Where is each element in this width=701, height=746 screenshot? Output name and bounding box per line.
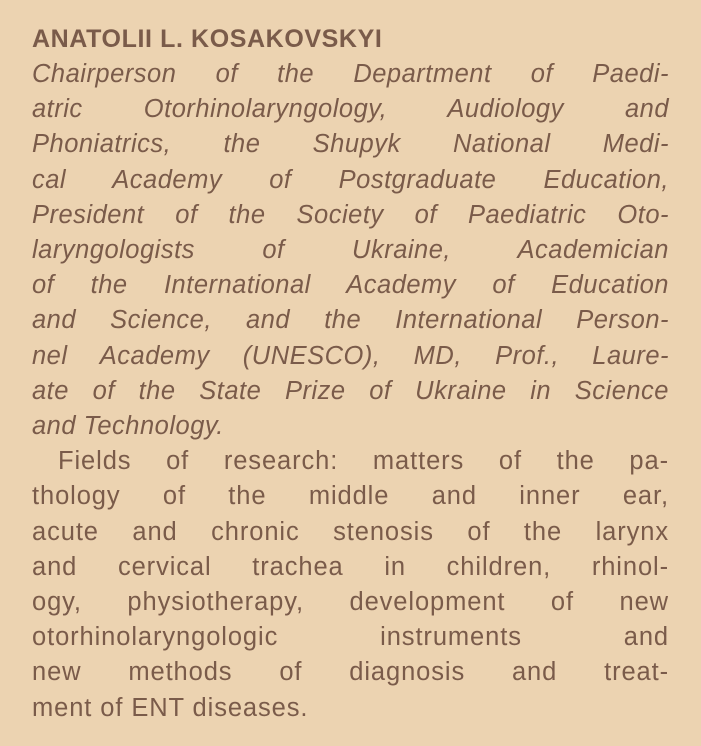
research-line: thology of the middle and inner ear, xyxy=(32,482,669,511)
bio-line: Phoniatrics, the Shupyk National Medi- xyxy=(32,130,669,159)
research-line: otorhinolaryngologic instruments and xyxy=(32,623,669,652)
research-line: ment of ENT diseases. xyxy=(32,693,309,722)
bio-line: nel Academy (UNESCO), MD, Prof., Laure- xyxy=(32,341,669,370)
bio-line: President of the Society of Paediatric Oto- xyxy=(32,200,669,229)
bio-line: and Science, and the International Person- xyxy=(32,306,669,335)
bio-line: and Technology. xyxy=(32,412,224,441)
research-line: ogy, physiotherapy, development of new xyxy=(32,588,669,617)
research-line: and cervical trachea in children, rhinol- xyxy=(32,552,669,581)
research-fields-text xyxy=(32,444,669,726)
bio-line: Chairperson of the Department of Paedi- xyxy=(32,60,669,88)
research-line: Fields of research: matters of the pa- xyxy=(58,447,669,476)
biography-text xyxy=(32,57,669,444)
bio-line: cal Academy of Postgraduate Education, xyxy=(32,165,669,194)
person-name: ANATOLII L. KOSAKOVSKYI xyxy=(32,25,383,53)
research-line: acute and chronic stenosis of the larynx xyxy=(32,517,669,546)
bio-line: laryngologists of Ukraine, Academician xyxy=(32,236,669,265)
bio-line: atric Otorhinolaryngology, Audiology and xyxy=(32,95,669,124)
bio-line: of the International Academy of Education xyxy=(32,271,669,300)
bio-line: ate of the State Prize of Ukraine in Science xyxy=(32,376,669,405)
research-line: new methods of diagnosis and treat- xyxy=(32,658,669,687)
